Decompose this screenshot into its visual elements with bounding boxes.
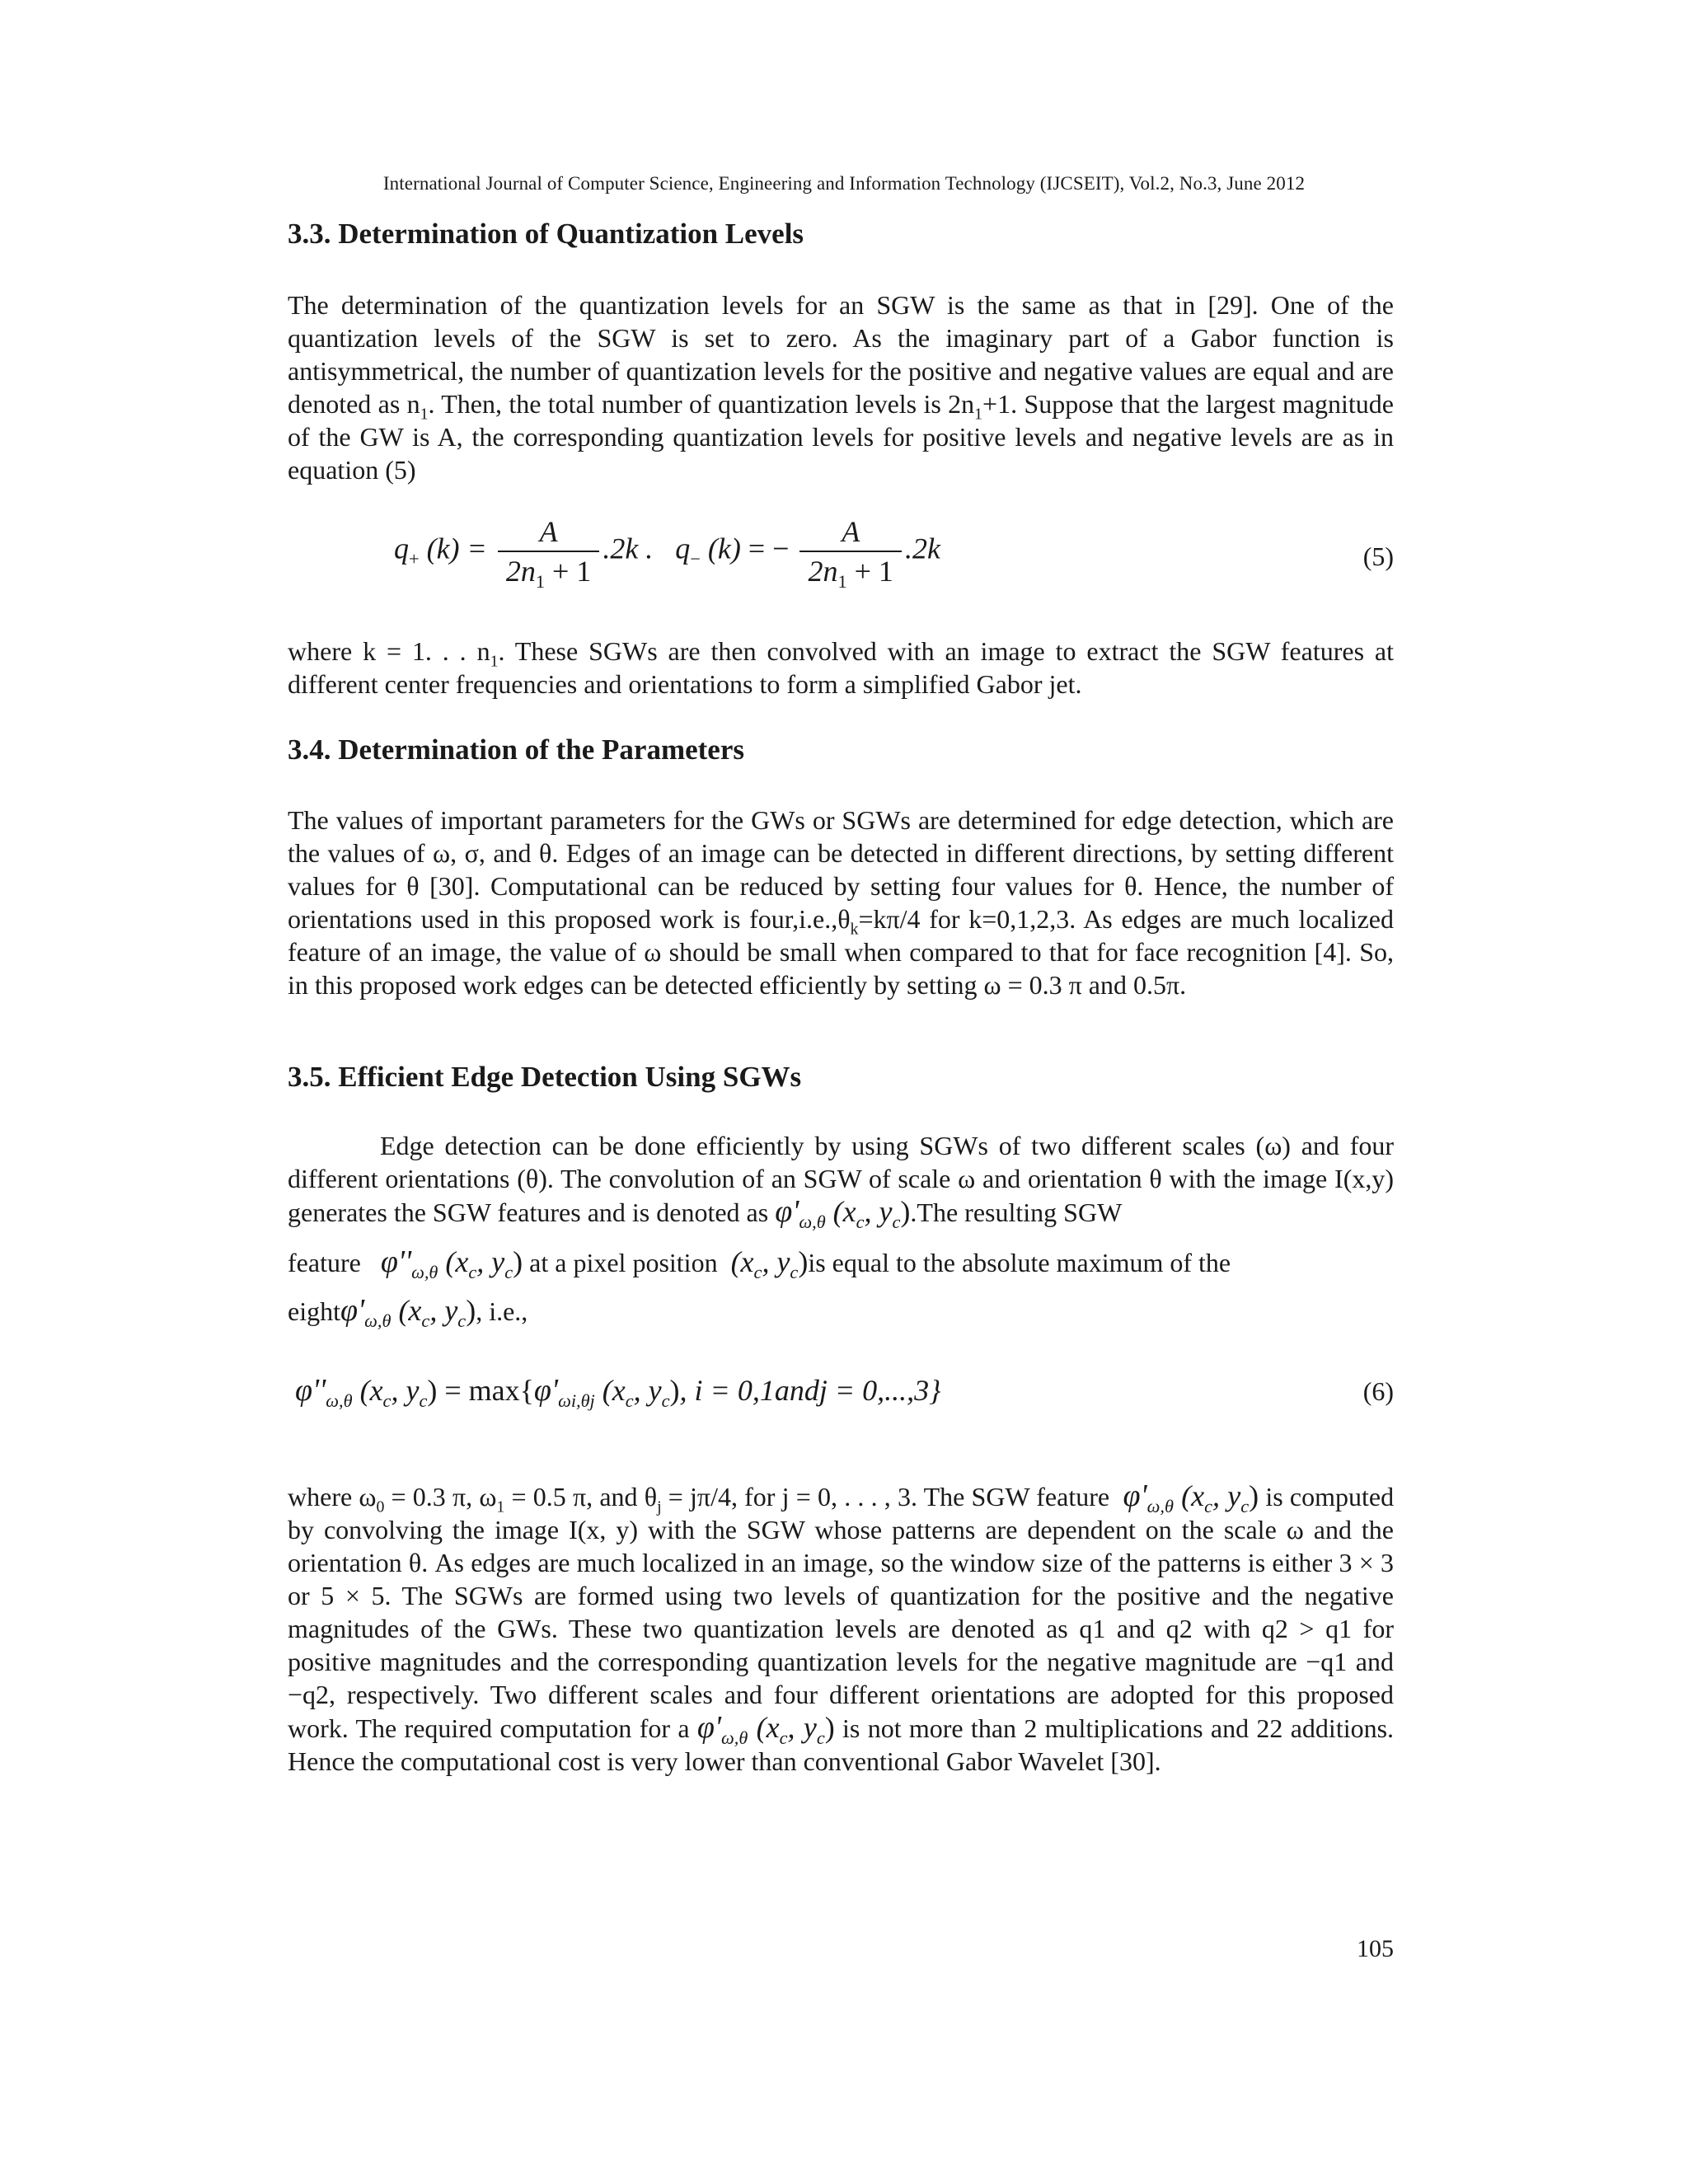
paragraph-3-5-1: Edge detection can be done efficiently by using SGWs of two different scales (ω) and four different orientations (θ). The convolution of an SGW of scale ω and orientation θ with the image I(x,y) generates the SGW features and is denoted as $\varphi'_{\omega,\theta}$ ($x_c$, $y_c).The$ resulting SGW feature $\varphi''_{\omega,\theta}$ ($x_c$, $y_c$) at a pixel position ($x_c$, $y_c)is$ equal to the absolute maximum of the $eight\varphi'_{\omega,\theta}$ ($x_c$, $y_c$), i.e., [288,1131,1395,1332]
inline-math-pixel-position: ($x_c$, $y_c$) [730,1245,809,1283]
equation-6-number: (6) [1362,1376,1394,1406]
section-title-3-4: 3.4. Determination of the Parameters [288,733,744,766]
page-number: 105 [1357,1935,1394,1962]
fraction-b: $\frac{A}{2n_1 + 1}$ [799,513,901,590]
inline-math-phi-prime-4: $\varphi'_{\omega,\theta}$ ($x_c$, $y_c$) [696,1710,835,1749]
equation-6: $\varphi''_{\omega,\theta}$ ($x_c$, $y_c) = \max\{\varphi'_{\omega i,\theta j}$ ($x_c$, $y_c$), i = 0,1andj = 0,...,3} [295,1373,941,1412]
inline-math-phi-prime-3: $\varphi'_{\omega,\theta}$ ($x_c$, $y_c$) [1123,1479,1259,1517]
inline-math-phi-prime-2: $\varphi'_{\omega,\theta}$ ($x_c$, $y_c$) [340,1293,476,1332]
paragraph-3-5-2: where $\omega_0 = 0.3$ π, $\omega_1 = 0.5$ π, and $\theta_j = j\pi/4$, for j = 0, . . . , 3. The SGW feature $\varphi'_{\omega,\theta}$ ($x_c$, $y_c$) is computed by convolving the image I(x, y) with the SGW whose patterns are dependent on the scale ω and the orientation θ. As edges are much localized in an image, so the window size of the patterns is either 3 × 3 or 5 × 5. The SGWs are formed using two levels of quantization for the positive and the negative magnitudes of the GWs. These two quantization levels are denoted as q1 and q2 with q2 > q1 for positive magnitudes and the corresponding quantization levels for the negative magnitude are −q1 and −q2, respectively. Two different scales and four different orientations are adopted for this proposed work. The required computation for a $\varphi'_{\omega,\theta}$ ($x_c$, $y_c$) is not more than 2 multiplications and 22 additions. Hence the computational cost is very lower than conventional Gabor Wavelet [30]. [288,1479,1395,1776]
inline-math-phi-double-prime: $\varphi''_{\omega,\theta}$ ($x_c$, $y_c$) [380,1244,523,1283]
paragraph-3-4-1: The values of important parameters for the GWs or SGWs are determined for edge detection, which are the values of ω, σ, and θ. Edges of an image can be detected in different directions, by setting different values for θ [30]. Computational can be reduced by setting four values for θ. Hence, the number of orientations used in this proposed work is $four,i.e.,\theta_k=k\pi/4$ for k=0,1,2,3. As edges are much localized feature of an image, the value of ω should be small when compared to that for face recognition [4]. So, in this proposed work edges can be detected efficiently by setting ω = 0.3 π and 0.5π. [288,805,1395,1000]
paragraph-3-3-1: The determination of the quantization levels for an SGW is the same as that in [29]. One of the quantization levels of the SGW is set to zero. As the imaginary part of a Gabor function is antisymmetrical, the number of quantization levels for the positive and negative values are equal and are denoted as $n_1$. Then, the total number of quantization levels is $2n_1+1$. Suppose that the largest magnitude of the GW is A, the corresponding quantization levels for positive levels and negative levels are as in equation (5) [288,290,1395,485]
fraction-a: $\frac{A}{2n_1 + 1}$ [498,513,599,590]
equation-5: $q_+$ (k) = $\frac{A}{2n_1 + 1}$ .2k . $q_-$ (k) = − $\frac{A}{2n_1 + 1}$ .2k [394,513,940,590]
section-title-3-3: 3.3. Determination of Quantization Levels [288,218,804,250]
running-head: International Journal of Computer Science, Engineering and Information Technology (IJCSEIT), Vol.2, No.3, June 2012 [382,173,1306,194]
equation-5-number: (5) [1362,541,1394,571]
section-title-3-5: 3.5. Efficient Edge Detection Using SGWs [288,1061,802,1093]
inline-math-phi-prime: $\varphi'_{\omega,\theta}$ ($x_c$, $y_c$) [775,1194,911,1233]
paragraph-3-3-2: where k = 1. . . $n_1$. These SGWs are then convolved with an image to extract the SGW features at different center frequencies and orientations to form a simplified Gabor jet. [288,636,1394,699]
